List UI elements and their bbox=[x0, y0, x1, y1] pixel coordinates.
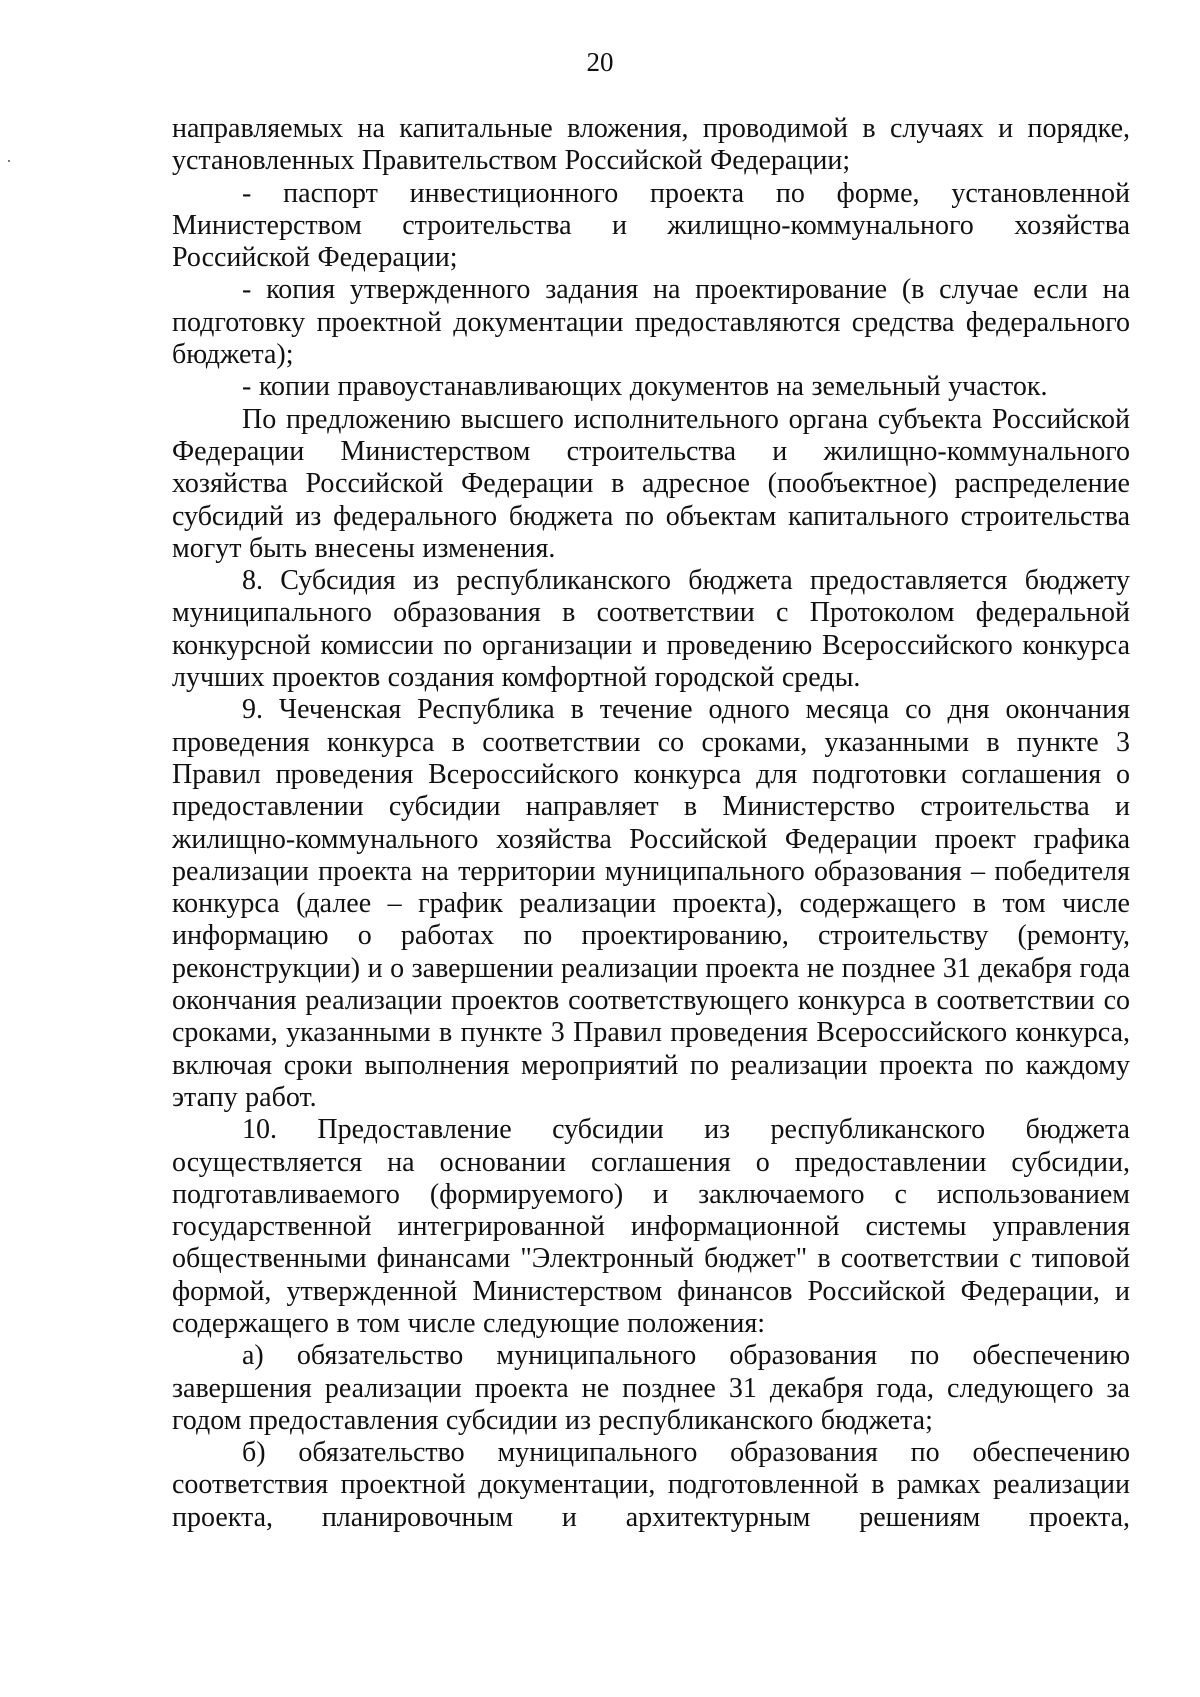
paragraph-clause-10-b: б) обязательство муниципального образования по обеспечению соответствия проектной документации, подготовленной в рамках реализации проекта, планировочным и архитектурным решениям проекта, bbox=[172, 1437, 1130, 1533]
scan-speck bbox=[8, 160, 10, 162]
list-item-investment-passport: - паспорт инвестиционного проекта по форме, установленной Министерством строительства и жилищно-коммунального хозяйства Российской Федерации; bbox=[172, 177, 1130, 274]
paragraph-distribution-changes: По предложению высшего исполнительного органа субъекта Российской Федерации Министерством строительства и жилищно-коммунального хозяйства Российской Федерации в адресное (пообъектное) распределение субсидий из федерального бюджета по объектам капитального строительства могут быть внесены изменения. bbox=[172, 403, 1130, 564]
page-number: 20 bbox=[586, 47, 614, 77]
paragraph-continuation: направляемых на капитальные вложения, проводимой в случаях и порядке, установленных Правительством Российской Федерации; bbox=[172, 113, 1130, 177]
paragraph-clause-10: 10. Предоставление субсидии из республиканского бюджета осуществляется на основании соглашения о предоставлении субсидии, подготавливаемого (формируемого) и заключаемого с использованием государственной интегрированной информационной системы управления общественными финансами "Электронный бюджет" в соответствии с типовой формой, утвержденной Министерством финансов Российской Федерации, и содержащего в том числе следующие положения: bbox=[172, 1114, 1130, 1339]
list-item-design-assignment: - копия утвержденного задания на проектирование (в случае если на подготовку проектной документации предоставляются средства федерального бюджета); bbox=[172, 274, 1130, 371]
paragraph-clause-9: 9. Чеченская Республика в течение одного месяца со дня окончания проведения конкурса в соответствии со сроками, указанными в пункте 3 Правил проведения Всероссийского конкурса для подготовки соглашения о предоставлении субсидии направляет в Министерство строительства и жилищно-коммунального хозяйства Российской Федерации проект графика реализации проекта на территории муниципального образования – победителя конкурса (далее – график реализации проекта), содержащего в том числе информацию о работах по проектированию, строительству (ремонту, реконструкции) и о завершении реализации проекта не позднее 31 декабря года окончания реализации проектов соответствующего конкурса в соответствии со сроками, указанными в пункте 3 Правил проведения Всероссийского конкурса, включая сроки выполнения мероприятий по реализации проекта по каждому этапу работ. bbox=[172, 694, 1130, 1113]
paragraph-clause-8: 8. Субсидия из республиканского бюджета предоставляется бюджету муниципального образования в соответствии с Протоколом федеральной конкурсной комиссии по организации и проведению Всероссийского конкурса лучших проектов создания комфортной городской среды. bbox=[172, 565, 1130, 694]
paragraph-clause-10-a: а) обязательство муниципального образования по обеспечению завершения реализации проекта не позднее 31 декабря года, следующего за годом предоставления субсидии из республиканского бюджета; bbox=[172, 1340, 1130, 1436]
list-item-land-documents: - копии правоустанавливающих документов на земельный участок. bbox=[242, 371, 1048, 403]
document-body bbox=[172, 113, 1130, 1534]
